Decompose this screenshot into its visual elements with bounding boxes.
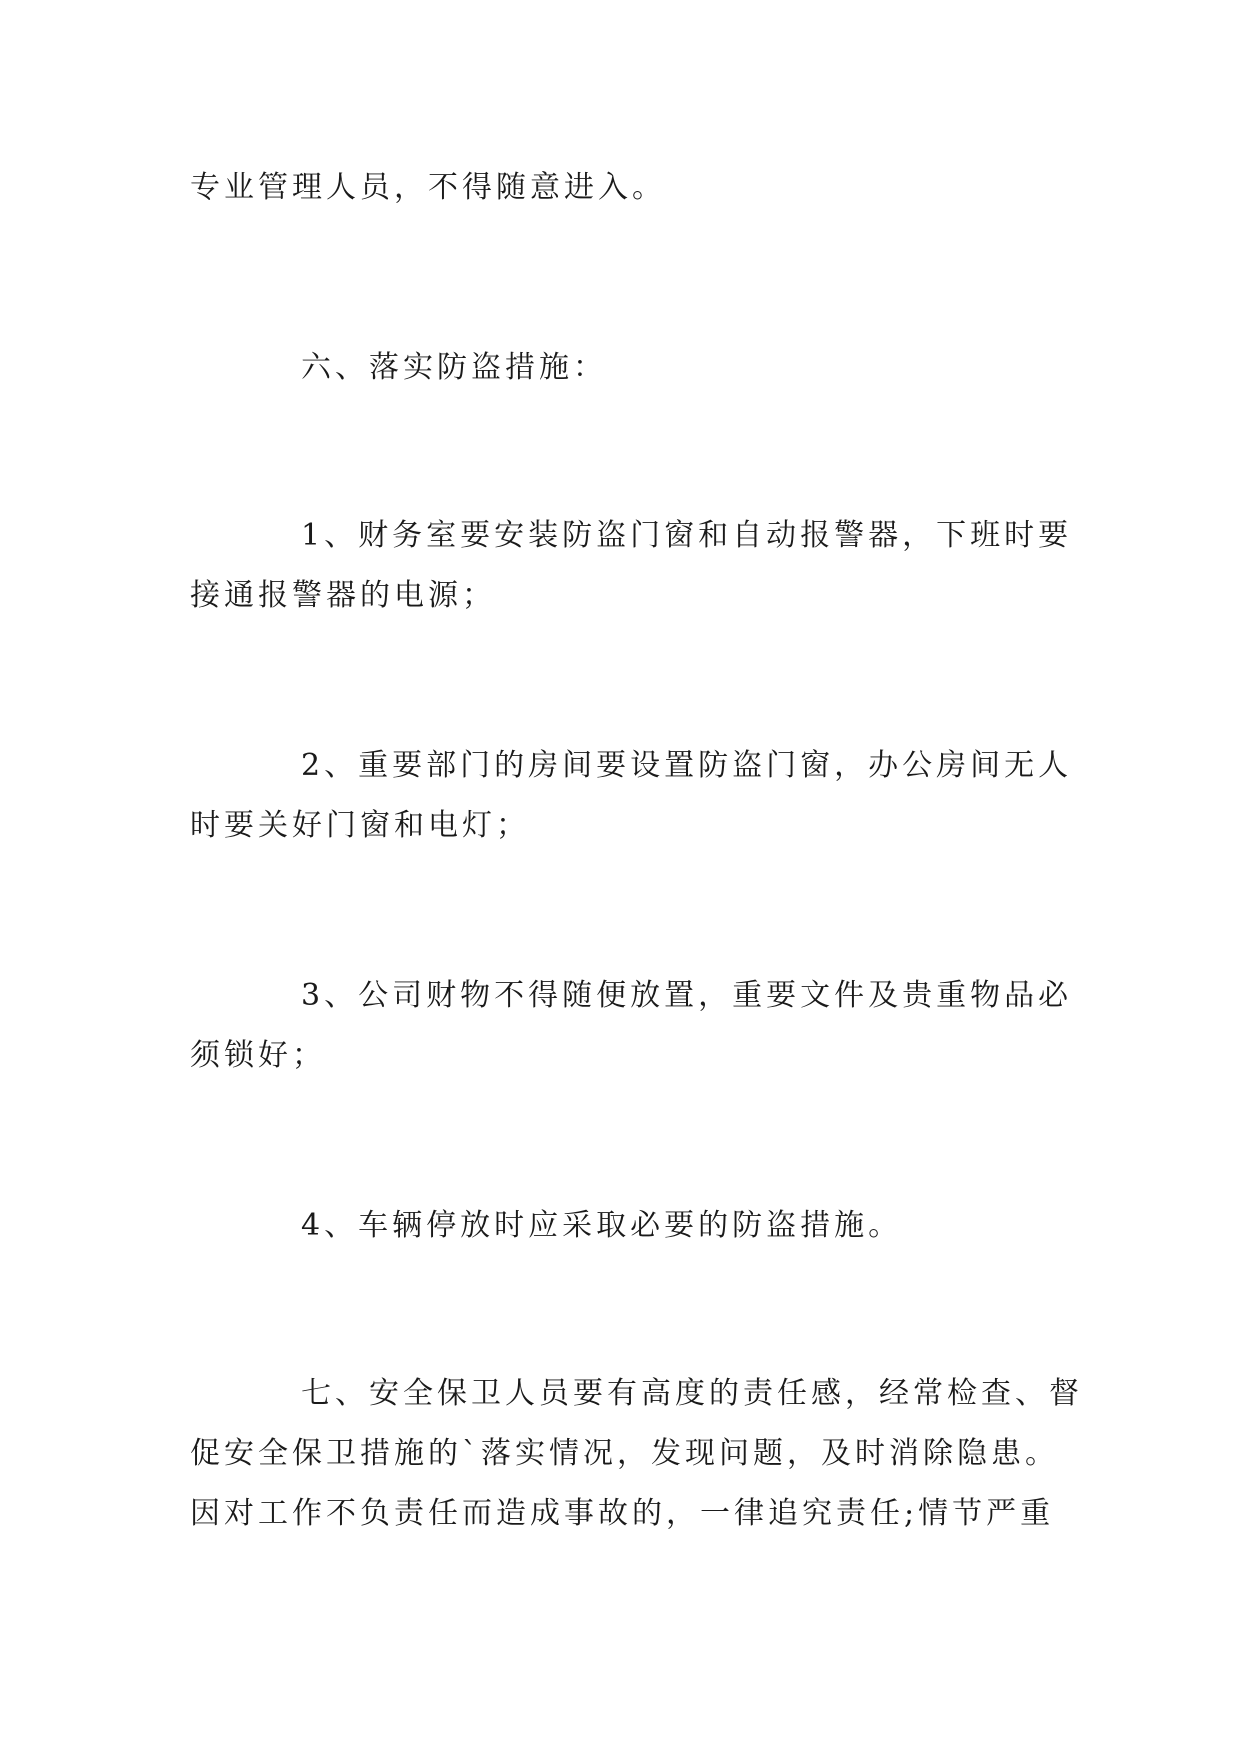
text-line: 促安全保卫措施的`落实情况，发现问题，及时消除隐患。: [190, 1436, 1059, 1471]
text-line: 时要关好门窗和电灯；: [190, 808, 530, 843]
text-line: 4、车辆停放时应采取必要的防盗措施。: [301, 1208, 903, 1243]
text-line: 七、安全保卫人员要有高度的责任感，经常检查、督: [301, 1376, 1083, 1411]
list-item-3: [190, 966, 1073, 1086]
text-line: 3、公司财物不得随便放置，重要文件及贵重物品必: [301, 978, 1073, 1013]
text-line: 须锁好；: [190, 1038, 326, 1073]
text-line: 接通报警器的电源；: [190, 578, 496, 613]
text-line: 六、落实防盗措施：: [301, 350, 607, 385]
text-line: 1、财务室要安装防盗门窗和自动报警器，下班时要: [301, 518, 1073, 553]
text-line: 因对工作不负责任而造成事故的，一律追究责任;情节严重: [190, 1496, 1055, 1531]
text-line: 2、重要部门的房间要设置防盗门窗，办公房间无人: [301, 748, 1073, 783]
section-paragraph-seven: [190, 1364, 1083, 1544]
list-item-1: [190, 506, 1073, 626]
paragraph-continuation: [190, 158, 1060, 218]
list-item-4: [190, 1196, 1060, 1256]
section-heading-six: [190, 338, 1060, 398]
list-item-2: [190, 736, 1073, 856]
text-line: 专业管理人员，不得随意进入。: [190, 170, 666, 205]
